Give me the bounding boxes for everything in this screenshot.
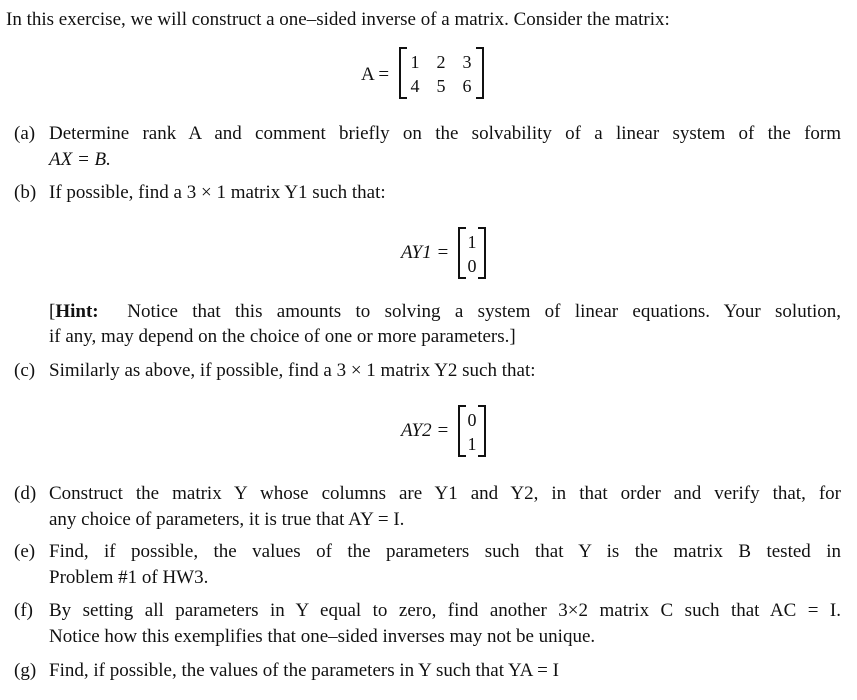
part-b-label: (b) (14, 182, 37, 203)
part-g-label: (g) (14, 660, 37, 681)
part-a-line2: AX = B. (49, 149, 111, 170)
matrix-a-cell: 4 (410, 76, 420, 96)
hint-open-bracket: [ (49, 301, 56, 322)
part-a-line1: Determine rank A and comment briefly on the solvability of a linear system of the form (49, 123, 841, 144)
matrix-a-cell: 5 (436, 76, 446, 96)
hint-line2: if any, may depend on the choice of one or more parameters.] (49, 326, 516, 347)
hint-line1 (49, 302, 841, 321)
matrix-a-cell: 2 (436, 52, 446, 72)
vector-cell: 1 (467, 232, 477, 252)
vector-cell: 1 (467, 434, 477, 454)
part-f-line1: By setting all parameters in Y equal to zero, find another 3×2 matrix C such that AC = I. (49, 600, 841, 621)
eq2-lhs: AY2 = (401, 420, 450, 441)
part-c-line1: Similarly as above, if possible, find a 3 × 1 matrix Y2 such that: (49, 360, 536, 381)
eq1-lhs: AY1 = (401, 242, 450, 263)
part-f-label: (f) (14, 600, 33, 621)
matrix-a-label: A = (361, 64, 390, 85)
part-g-line1: Find, if possible, the values of the parameters in Y such that YA = I (49, 660, 559, 681)
part-b-line1: If possible, find a 3 × 1 matrix Y1 such that: (49, 182, 386, 203)
matrix-a-cell: 3 (462, 52, 472, 72)
vector-cell: 0 (467, 410, 477, 430)
part-d-line1: Construct the matrix Y whose columns are Y1 and Y2, in that order and verify that, for (49, 483, 841, 504)
vector-cell: 0 (467, 256, 477, 276)
part-e-label: (e) (14, 541, 36, 562)
part-a-label: (a) (14, 123, 36, 144)
hint-bold: Hint: (55, 301, 99, 322)
hint-text: Notice that this amounts to solving a system of linear equations. Your solution, (127, 301, 842, 322)
vector-2 (458, 405, 486, 457)
matrix-a-cell: 1 (410, 52, 420, 72)
vector-1 (458, 227, 486, 279)
part-d-label: (d) (14, 483, 37, 504)
right-bracket (476, 47, 484, 99)
part-f-line2: Notice how this exemplifies that one–sided inverses may not be unique. (49, 626, 596, 647)
part-e-line1: Find, if possible, the values of the parameters such that Y is the matrix B tested in (49, 541, 841, 562)
part-d-line2: any choice of parameters, it is true that AY = I. (49, 509, 405, 530)
matrix-a (399, 47, 484, 99)
matrix-a-cell: 6 (462, 76, 472, 96)
part-e-line2: Problem #1 of HW3. (49, 567, 209, 588)
intro-text: In this exercise, we will construct a one–sided inverse of a matrix. Consider the matrix: (6, 9, 670, 30)
part-c-label: (c) (14, 360, 36, 381)
